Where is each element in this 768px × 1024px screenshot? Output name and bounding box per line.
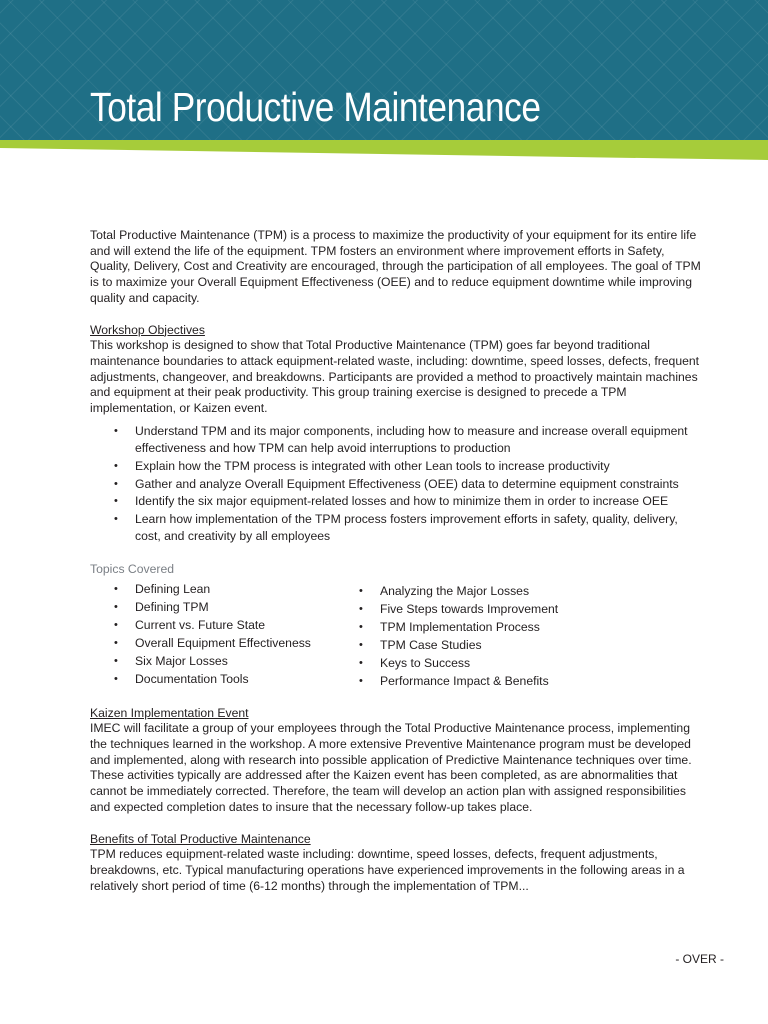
bullet-icon: • (114, 600, 118, 613)
page-footer: - OVER - (675, 952, 724, 966)
page-title: Total Productive Maintenance (90, 84, 541, 130)
list-item: • Performance Impact & Benefits (359, 673, 549, 688)
benefits-paragraph: TPM reduces equipment-related waste including: downtime, speed losses, defects, frequent adjustments, breakdowns, etc. Typical manufacturing operations have experienced improvements in the following areas in a relatively short period of time (6-12 months) through the implementation of TPM... (90, 847, 685, 893)
bullet-icon: • (114, 424, 118, 437)
topics-columns (90, 580, 702, 690)
bullet-icon: • (114, 477, 118, 490)
list-item: • Understand TPM and its major components, including how to measure and increase overall equipment effectiveness and how TPM can help avoid interruptions to production (114, 423, 688, 456)
bullet-icon: • (114, 636, 118, 649)
list-item: • Learn how implementation of the TPM process fosters improvement efforts in safety, quality, delivery, cost, and creativity by all employees (114, 511, 678, 544)
list-item: • Five Steps towards Improvement (359, 601, 559, 616)
bullet-icon: • (359, 674, 363, 687)
list-item: • Defining TPM (114, 599, 209, 614)
list-item: • Defining Lean (114, 581, 211, 596)
header-banner (0, 0, 768, 148)
list-item: • Current vs. Future State (114, 617, 266, 632)
bullet-icon: • (359, 656, 363, 669)
bullet-icon: • (359, 620, 363, 633)
list-item: • TPM Implementation Process (359, 619, 540, 634)
kaizen-paragraph: IMEC will facilitate a group of your employees through the Total Productive Maintenance process, implementing the techniques learned in the workshop. A more extensive Preventive Maintenance program must be developed and implemented, along with research into possible application of Predictive Maintenance techniques over time. These activities typically are addressed after the Kaizen event has been completed, as are abnormalities that cannot be immediately corrected. Therefore, the team will develop an action plan with assigned responsibilities and expected completion dates to insure that the necessary follow-up takes place. (90, 721, 692, 814)
list-item: • Keys to Success (359, 655, 471, 670)
topics-heading: Topics Covered (90, 561, 174, 576)
objectives-list (90, 423, 702, 546)
list-item: • TPM Case Studies (359, 637, 482, 652)
bullet-icon: • (359, 584, 363, 597)
bullet-icon: • (359, 602, 363, 615)
document-body (90, 228, 702, 894)
bullet-icon: • (114, 459, 118, 472)
bullet-icon: • (114, 582, 118, 595)
bullet-icon: • (114, 512, 118, 525)
list-item: • Gather and analyze Overall Equipment Effectiveness (OEE) data to determine equipment constraints (90, 476, 702, 494)
list-item: • Explain how the TPM process is integrated with other Lean tools to increase productivity (90, 458, 702, 476)
bullet-icon: • (114, 495, 118, 508)
list-item: • Identify the six major equipment-related losses and how to minimize them in order to increase OEE (90, 493, 702, 511)
list-item: • Six Major Losses (114, 653, 228, 668)
topics-list-left (90, 580, 335, 690)
list-item: • Analyzing the Major Losses (359, 583, 530, 598)
bullet-icon: • (359, 638, 363, 651)
intro-paragraph: Total Productive Maintenance (TPM) is a process to maximize the productivity of your equipment for its entire life and will extend the life of the equipment. TPM fosters an environment where improvement efforts in Safety, Quality, Delivery, Cost and Creativity are encouraged, through the participation of all employees. The goal of TPM is to maximize your Overall Equipment Effectiveness (OEE) and to reduce equipment downtime while improving quality and capacity. (90, 228, 701, 305)
list-item: • Overall Equipment Effectiveness (114, 635, 311, 650)
bullet-icon: • (114, 618, 118, 631)
workshop-paragraph: This workshop is designed to show that Total Productive Maintenance (TPM) goes far beyond traditional maintenance boundaries to attack equipment-related waste, including: downtime, speed losses, defects, frequent adjustments, changeover, and breakdowns. Participants are provided a method to proactively maintain machines and equipment at their peak productivity. This group training exercise is designed to precede a TPM implementation, or Kaizen event. (90, 338, 700, 416)
kaizen-heading: Kaizen Implementation Event (90, 705, 249, 720)
bullet-icon: • (114, 672, 118, 685)
accent-stripe (0, 140, 768, 160)
topics-list-right (335, 582, 558, 690)
bullet-icon: • (114, 654, 118, 667)
list-item: • Documentation Tools (114, 671, 249, 686)
workshop-heading: Workshop Objectives (90, 322, 205, 337)
benefits-heading: Benefits of Total Productive Maintenance (90, 831, 311, 846)
